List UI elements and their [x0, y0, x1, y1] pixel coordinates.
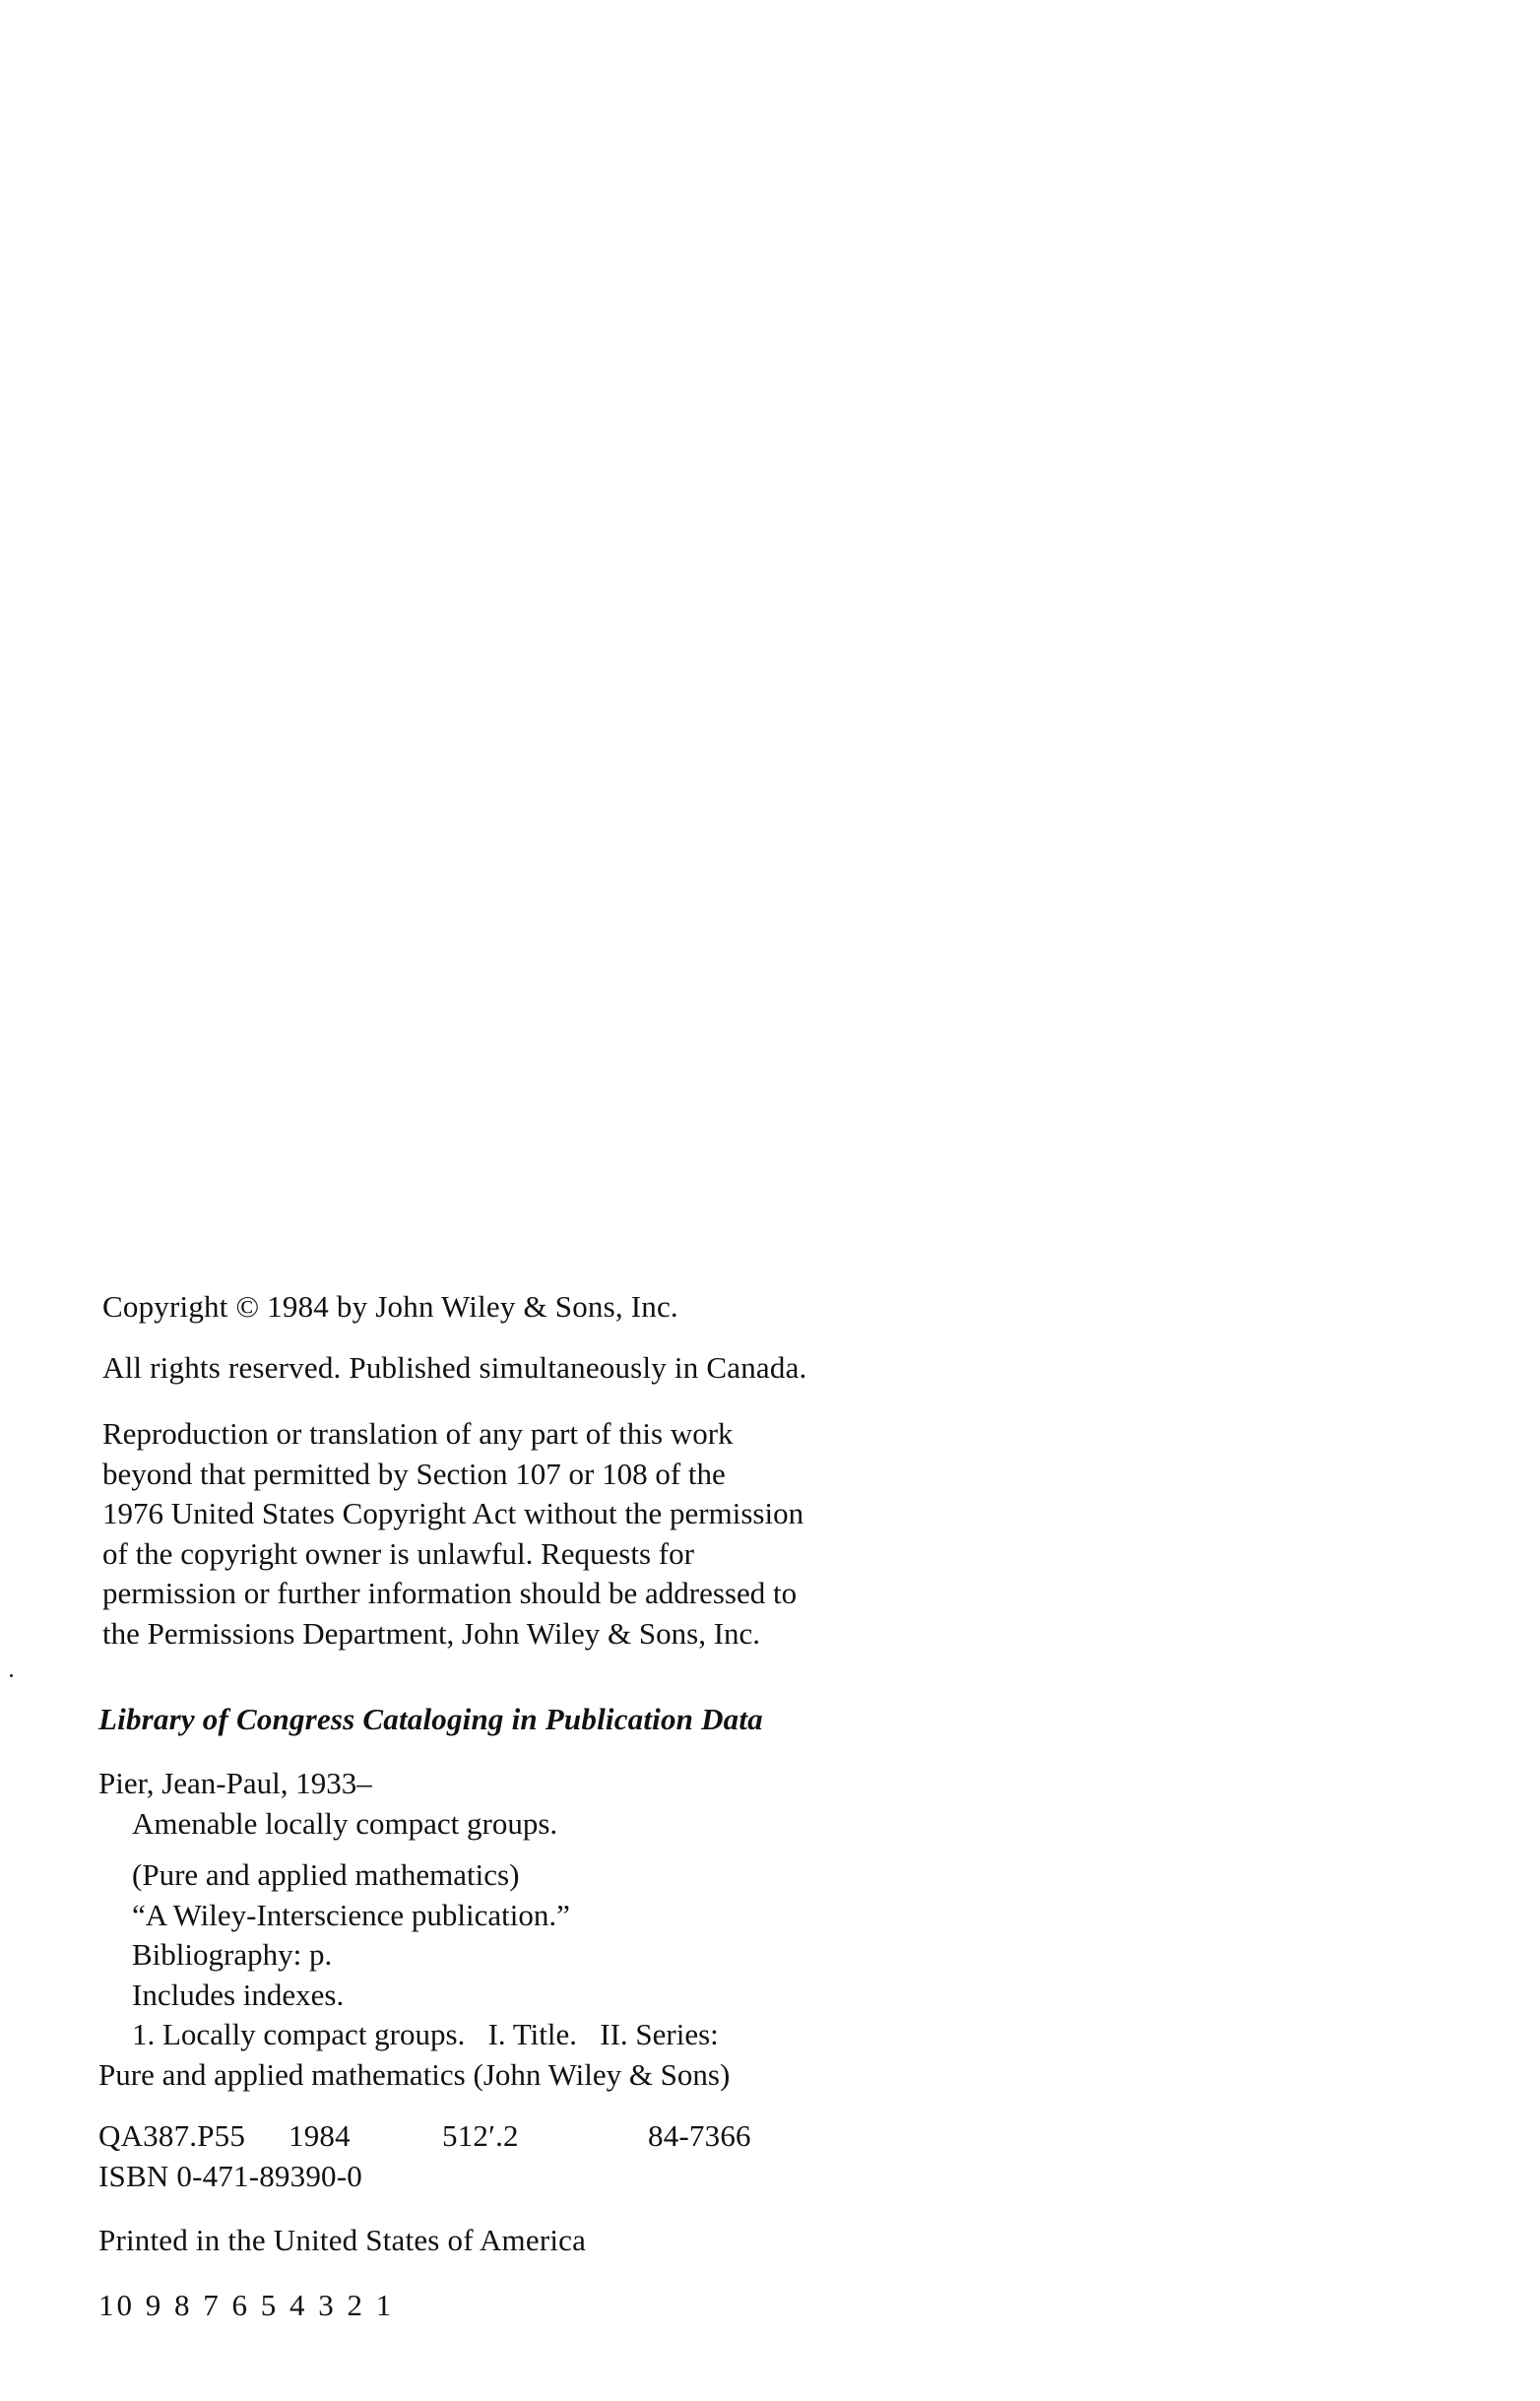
cip-note: Bibliography: p.	[132, 1937, 333, 1972]
cip-note: Includes indexes.	[132, 1977, 345, 2012]
isbn: ISBN 0-471-89390-0	[98, 2159, 362, 2193]
dewey-number: 512′.2	[442, 2118, 519, 2153]
rights-reserved-line: All rights reserved. Published simultaneously in Canada.	[102, 1350, 807, 1385]
cip-note: (Pure and applied mathematics)	[132, 1857, 520, 1892]
reproduction-notice-line: the Permissions Department, John Wiley & Sons, Inc.	[102, 1615, 761, 1651]
reproduction-notice-line: Reproduction or translation of any part of this work	[102, 1416, 734, 1451]
cip-note: 1. Locally compact groups. I. Title. II. Series:	[132, 2017, 719, 2051]
cip-author: Pier, Jean-Paul, 1933–	[98, 1766, 372, 1800]
lccn: 84-7366	[648, 2118, 751, 2153]
reproduction-notice-line: 1976 United States Copyright Act without the permission	[102, 1496, 804, 1530]
cip-notes	[98, 1855, 730, 2095]
cip-classification-line	[98, 2116, 807, 2156]
printed-in-line: Printed in the United States of America	[98, 2223, 587, 2257]
cip-author-title	[98, 1764, 557, 1844]
cip-heading: Library of Congress Cataloging in Publication Data	[98, 1702, 763, 1736]
cip-series-continuation: Pure and applied mathematics (John Wiley & Sons)	[98, 2056, 731, 2092]
reproduction-notice-line: of the copyright owner is unlawful. Requests for	[102, 1535, 694, 1571]
copyright-line: Copyright © 1984 by John Wiley & Sons, Inc.	[102, 1289, 678, 1324]
reproduction-notice-line: beyond that permitted by Section 107 or 108 of the	[102, 1456, 726, 1491]
printing-number-line: 10 9 8 7 6 5 4 3 2 1	[98, 2288, 395, 2322]
stray-ink-mark	[10, 1674, 13, 1677]
cip-note: “A Wiley-Interscience publication.”	[132, 1897, 570, 1932]
cip-title: Amenable locally compact groups.	[132, 1805, 558, 1841]
reproduction-notice-line: permission or further information should be addressed to	[102, 1576, 798, 1610]
call-number: QA387.P55	[98, 2118, 246, 2153]
publication-year: 1984	[289, 2118, 351, 2153]
reproduction-notice	[102, 1414, 803, 1654]
